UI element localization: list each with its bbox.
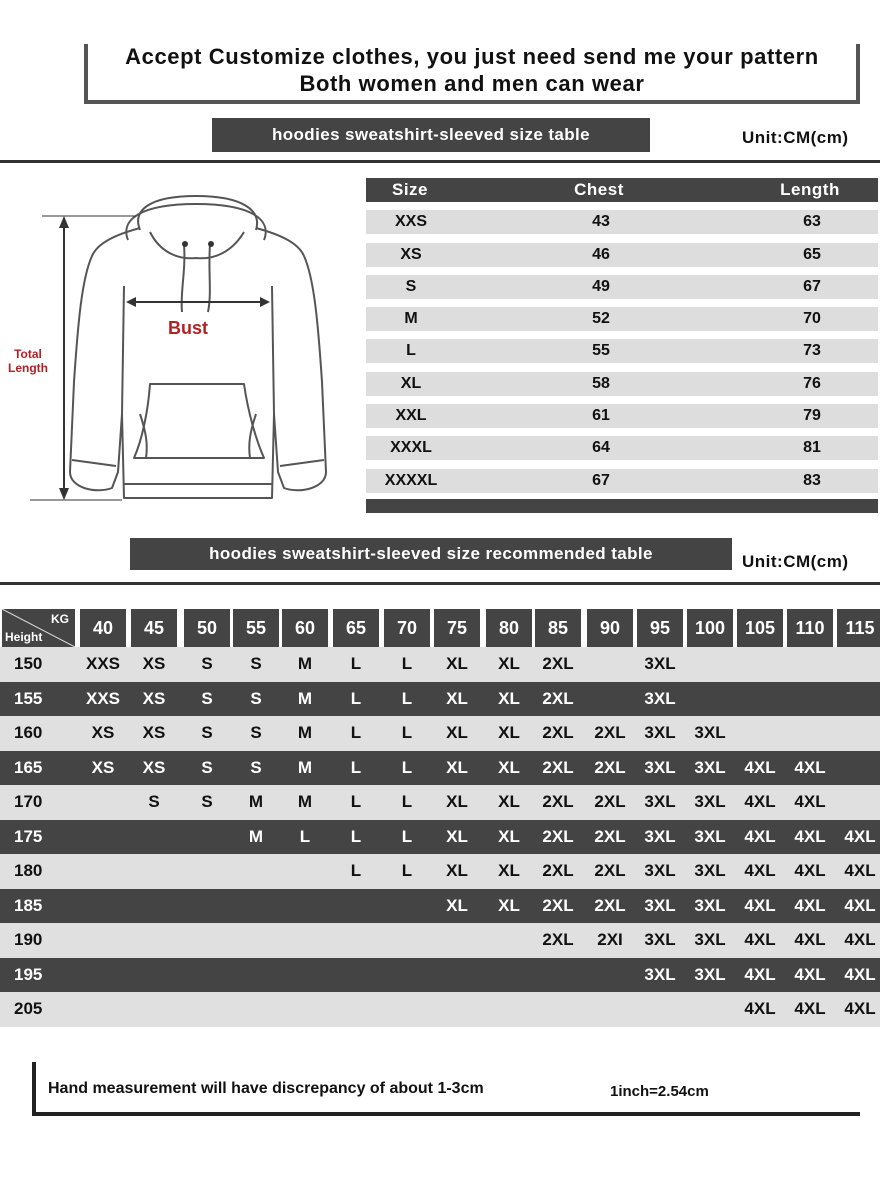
length-cell: 81 xyxy=(803,439,821,457)
recommended-size-cell: 3XL xyxy=(644,964,676,984)
recommended-size-cell: L xyxy=(401,792,413,812)
recommended-size-cell: 2XL xyxy=(542,723,574,743)
bust-label: Bust xyxy=(168,318,208,338)
chest-cell: 58 xyxy=(592,374,610,392)
recommended-size-cell: 3XL xyxy=(644,757,676,777)
recommended-size-cell xyxy=(683,992,737,1027)
recommended-size-cell xyxy=(833,785,880,820)
recommended-size-cell: 4XL xyxy=(794,757,826,777)
recommended-size-cell: 3XL xyxy=(694,895,726,915)
recommended-size-cell xyxy=(278,854,332,889)
recommended-size-cell xyxy=(127,854,181,889)
recommended-size-cell xyxy=(76,854,130,889)
recommended-size-cell: 2XL xyxy=(542,861,574,881)
recommended-size-cell: XL xyxy=(446,654,468,674)
recommended-size-cell xyxy=(229,992,283,1027)
recommended-size-cell: 4XL xyxy=(794,792,826,812)
recommended-size-cell: 2XL xyxy=(594,723,626,743)
recommended-size-cell: L xyxy=(401,723,413,743)
recommended-size-cell: XL xyxy=(498,654,520,674)
hoodie-figure xyxy=(0,182,352,512)
size-cell: XS xyxy=(400,245,422,263)
size-table-row xyxy=(366,372,878,396)
recommended-size-cell: 2XL xyxy=(542,654,574,674)
size-cell: L xyxy=(406,342,416,360)
recommended-size-cell: M xyxy=(297,757,313,777)
recommended-size-cell: S xyxy=(250,723,262,743)
weight-header-row xyxy=(0,609,880,647)
recommended-size-cell: L xyxy=(350,757,362,777)
recommended-size-cell xyxy=(583,958,637,993)
recommend-table-title: hoodies sweatshirt-sleeved size recommended table xyxy=(130,538,732,570)
discrepancy-note: Hand measurement will have discrepancy of about 1-3cm xyxy=(48,1080,484,1097)
recommended-size-cell: 4XL xyxy=(794,895,826,915)
size-table-title: hoodies sweatshirt-sleeved size table xyxy=(212,118,650,152)
height-cell: 170 xyxy=(14,792,43,812)
recommended-size-cell: S xyxy=(201,757,213,777)
recommended-size-cell xyxy=(531,992,585,1027)
recommended-size-cell: XL xyxy=(446,895,468,915)
recommended-size-cell: XL xyxy=(446,723,468,743)
size-table-footer-bar xyxy=(366,499,878,513)
recommended-size-cell xyxy=(733,716,787,751)
recommended-size-cell: 4XL xyxy=(744,861,776,881)
recommended-size-cell: S xyxy=(201,654,213,674)
height-row xyxy=(0,889,880,924)
recommended-size-cell: XL xyxy=(498,757,520,777)
recommended-size-cell: XXS xyxy=(85,654,121,674)
recommended-size-cell xyxy=(127,820,181,855)
weight-header-cell: 100 xyxy=(687,609,733,647)
height-row xyxy=(0,647,880,682)
recommended-size-cell: XL xyxy=(446,688,468,708)
header-length: Length xyxy=(780,180,840,199)
recommended-size-cell: 4XL xyxy=(794,930,826,950)
recommended-size-cell xyxy=(180,854,234,889)
header-line-2: Both women and men can wear xyxy=(299,71,645,96)
recommended-size-cell xyxy=(127,958,181,993)
recommended-size-cell: 4XL xyxy=(744,930,776,950)
recommended-size-cell xyxy=(833,682,880,717)
recommended-size-cell xyxy=(278,889,332,924)
recommended-size-cell: S xyxy=(201,723,213,743)
recommended-size-cell: 3XL xyxy=(644,723,676,743)
recommended-size-cell: 2XI xyxy=(597,930,623,950)
height-row xyxy=(0,751,880,786)
recommended-size-cell: 2XL xyxy=(542,688,574,708)
weight-header-cell: 110 xyxy=(787,609,833,647)
size-cell: XXS xyxy=(394,213,427,231)
weight-header-cell: 80 xyxy=(486,609,532,647)
recommended-size-cell: XS xyxy=(142,723,166,743)
recommended-size-cell: L xyxy=(350,688,362,708)
size-table-header xyxy=(366,178,878,202)
recommended-size-cell: S xyxy=(201,792,213,812)
chest-cell: 64 xyxy=(592,439,610,457)
kg-height-corner xyxy=(2,609,75,647)
size-table-row xyxy=(366,436,878,460)
weight-header-cell: 45 xyxy=(131,609,177,647)
recommended-size-cell: XL xyxy=(498,895,520,915)
recommended-size-cell: S xyxy=(250,757,262,777)
recommended-size-cell xyxy=(76,785,130,820)
weight-header-cell: 105 xyxy=(737,609,783,647)
recommended-size-cell xyxy=(683,647,737,682)
recommended-size-cell xyxy=(380,889,434,924)
recommended-size-cell: 3XL xyxy=(694,930,726,950)
recommended-size-cell: 2XL xyxy=(594,792,626,812)
recommended-size-cell: M xyxy=(297,688,313,708)
recommended-size-cell: 2XL xyxy=(542,826,574,846)
recommended-size-cell: L xyxy=(350,792,362,812)
recommended-size-cell xyxy=(380,923,434,958)
chest-cell: 46 xyxy=(592,245,610,263)
corner-height-label: Height xyxy=(5,630,43,644)
size-table-row xyxy=(366,275,878,299)
recommended-size-cell: S xyxy=(250,654,262,674)
chest-cell: 55 xyxy=(592,342,610,360)
recommended-size-cell: 4XL xyxy=(744,964,776,984)
recommended-size-cell: 3XL xyxy=(644,895,676,915)
recommended-size-cell xyxy=(430,958,484,993)
recommended-size-cell: 3XL xyxy=(644,654,676,674)
header-line-1: Accept Customize clothes, you just need send me your pattern xyxy=(125,44,819,69)
recommended-size-cell: 4XL xyxy=(744,895,776,915)
recommended-size-cell xyxy=(329,992,383,1027)
total-length-label-1: Total xyxy=(14,347,42,361)
recommended-size-cell xyxy=(733,682,787,717)
recommended-size-cell: L xyxy=(350,826,362,846)
size-cell: XXXL xyxy=(390,439,432,457)
recommended-size-cell: L xyxy=(350,861,362,881)
recommended-size-cell: 3XL xyxy=(644,792,676,812)
header-chest: Chest xyxy=(574,180,624,199)
recommended-size-cell: 4XL xyxy=(794,999,826,1019)
recommended-size-cell xyxy=(127,923,181,958)
recommended-size-cell: L xyxy=(350,654,362,674)
recommend-table xyxy=(0,609,880,1027)
recommended-size-cell xyxy=(430,923,484,958)
recommended-size-cell: XL xyxy=(446,826,468,846)
recommended-size-cell xyxy=(482,992,536,1027)
length-cell: 70 xyxy=(803,310,821,328)
recommended-size-cell xyxy=(833,647,880,682)
recommended-size-cell xyxy=(76,958,130,993)
size-table-row xyxy=(366,307,878,331)
recommended-size-cell: 3XL xyxy=(644,688,676,708)
recommended-size-cell: XL xyxy=(446,792,468,812)
size-table-row xyxy=(366,339,878,363)
recommended-size-cell xyxy=(76,889,130,924)
length-cell: 83 xyxy=(803,471,821,489)
recommended-size-cell xyxy=(229,958,283,993)
recommend-table-unit: Unit:CM(cm) xyxy=(742,552,849,571)
height-cell: 205 xyxy=(14,999,43,1019)
height-row xyxy=(0,992,880,1027)
size-cell: S xyxy=(405,277,417,295)
length-cell: 76 xyxy=(803,374,821,392)
recommended-size-cell xyxy=(229,854,283,889)
recommend-table-body xyxy=(0,647,880,1027)
height-row xyxy=(0,682,880,717)
recommended-size-cell: 3XL xyxy=(694,792,726,812)
recommended-size-cell: 3XL xyxy=(694,826,726,846)
recommended-size-cell: L xyxy=(401,757,413,777)
recommended-size-cell: 3XL xyxy=(644,930,676,950)
height-cell: 175 xyxy=(14,826,43,846)
recommended-size-cell: 2XL xyxy=(542,792,574,812)
recommended-size-cell xyxy=(329,889,383,924)
recommended-size-cell: 4XL xyxy=(844,826,876,846)
recommended-size-cell xyxy=(531,958,585,993)
recommended-size-cell: L xyxy=(350,723,362,743)
height-row xyxy=(0,854,880,889)
divider-middle xyxy=(0,582,880,585)
weight-header-cell: 60 xyxy=(282,609,328,647)
chest-cell: 61 xyxy=(592,407,610,425)
corner-kg-label: KG xyxy=(51,612,69,626)
recommended-size-cell: M xyxy=(297,723,313,743)
recommended-size-cell: 4XL xyxy=(844,895,876,915)
chest-cell: 49 xyxy=(592,277,610,295)
size-cell: M xyxy=(404,310,418,328)
length-cell: 65 xyxy=(803,245,821,263)
size-cell: XXXXL xyxy=(384,471,438,489)
length-cell: 73 xyxy=(803,342,821,360)
recommended-size-cell xyxy=(229,923,283,958)
recommended-size-cell xyxy=(783,716,837,751)
weight-header-cell: 65 xyxy=(333,609,379,647)
weight-header-cell: 95 xyxy=(637,609,683,647)
height-cell: 165 xyxy=(14,757,43,777)
weight-header-cell: 75 xyxy=(434,609,480,647)
recommended-size-cell xyxy=(583,647,637,682)
recommended-size-cell xyxy=(127,992,181,1027)
weight-header-cell: 90 xyxy=(587,609,633,647)
recommended-size-cell: 3XL xyxy=(644,861,676,881)
recommended-size-cell xyxy=(833,751,880,786)
header-banner xyxy=(84,44,860,104)
recommended-size-cell xyxy=(180,923,234,958)
recommended-size-cell xyxy=(583,682,637,717)
recommended-size-cell xyxy=(180,889,234,924)
recommended-size-cell xyxy=(180,958,234,993)
recommended-size-cell xyxy=(683,682,737,717)
recommended-size-cell: XL xyxy=(498,688,520,708)
recommended-size-cell: L xyxy=(401,654,413,674)
height-cell: 155 xyxy=(14,688,43,708)
recommended-size-cell: L xyxy=(401,826,413,846)
size-table-row xyxy=(366,210,878,234)
recommended-size-cell xyxy=(633,992,687,1027)
recommended-size-cell: 4XL xyxy=(844,861,876,881)
size-table-row xyxy=(366,404,878,428)
recommended-size-cell: 4XL xyxy=(794,826,826,846)
recommended-size-cell xyxy=(76,992,130,1027)
weight-header-cell: 85 xyxy=(535,609,581,647)
recommended-size-cell: 2XL xyxy=(542,895,574,915)
recommended-size-cell: 2XL xyxy=(594,861,626,881)
inch-conversion: 1inch=2.54cm xyxy=(610,1083,709,1100)
recommended-size-cell: XL xyxy=(446,861,468,881)
recommended-size-cell: 3XL xyxy=(694,757,726,777)
recommended-size-cell xyxy=(278,958,332,993)
recommended-size-cell: XS xyxy=(91,757,115,777)
height-row xyxy=(0,958,880,993)
recommended-size-cell: M xyxy=(248,826,264,846)
height-row xyxy=(0,923,880,958)
recommended-size-cell: 4XL xyxy=(844,999,876,1019)
recommended-size-cell: XL xyxy=(446,757,468,777)
recommended-size-cell: XL xyxy=(498,723,520,743)
size-table-unit: Unit:CM(cm) xyxy=(742,128,849,147)
recommended-size-cell xyxy=(380,992,434,1027)
recommended-size-cell: 3XL xyxy=(694,723,726,743)
recommended-size-cell: 2XL xyxy=(594,826,626,846)
recommended-size-cell: XS xyxy=(142,757,166,777)
height-cell: 160 xyxy=(14,723,43,743)
recommended-size-cell: M xyxy=(297,654,313,674)
recommended-size-cell: S xyxy=(148,792,160,812)
recommended-size-cell xyxy=(783,682,837,717)
recommended-size-cell: S xyxy=(250,688,262,708)
recommended-size-cell: 2XL xyxy=(594,757,626,777)
recommended-size-cell: 3XL xyxy=(644,826,676,846)
recommended-size-cell: 4XL xyxy=(744,999,776,1019)
total-length-label-2: Length xyxy=(8,361,48,375)
length-cell: 63 xyxy=(803,213,821,231)
chest-cell: 52 xyxy=(592,310,610,328)
recommended-size-cell: 4XL xyxy=(794,861,826,881)
recommended-size-cell: XL xyxy=(498,826,520,846)
size-table-row xyxy=(366,469,878,493)
recommended-size-cell xyxy=(278,992,332,1027)
height-cell: 185 xyxy=(14,895,43,915)
size-table-row xyxy=(366,243,878,267)
recommended-size-cell: 4XL xyxy=(844,930,876,950)
recommended-size-cell: XXS xyxy=(85,688,121,708)
recommended-size-cell xyxy=(180,820,234,855)
weight-header-cell: 115 xyxy=(837,609,880,647)
height-row xyxy=(0,785,880,820)
divider-top xyxy=(0,160,880,163)
recommended-size-cell xyxy=(229,889,283,924)
size-cell: XXL xyxy=(395,407,427,425)
recommended-size-cell: 4XL xyxy=(744,792,776,812)
recommended-size-cell: 3XL xyxy=(694,861,726,881)
size-table xyxy=(366,178,878,513)
recommended-size-cell xyxy=(380,958,434,993)
recommended-size-cell xyxy=(583,992,637,1027)
recommended-size-cell xyxy=(329,923,383,958)
recommended-size-cell: XS xyxy=(142,654,166,674)
height-cell: 180 xyxy=(14,861,43,881)
size-table-body xyxy=(366,210,878,492)
height-cell: 150 xyxy=(14,654,43,674)
recommended-size-cell: 4XL xyxy=(744,757,776,777)
recommended-size-cell: M xyxy=(248,792,264,812)
recommended-size-cell: 2XL xyxy=(542,930,574,950)
recommended-size-cell xyxy=(76,820,130,855)
height-row xyxy=(0,716,880,751)
recommended-size-cell: 2XL xyxy=(594,895,626,915)
recommended-size-cell: 3XL xyxy=(694,964,726,984)
height-row xyxy=(0,820,880,855)
weight-header-cell: 50 xyxy=(184,609,230,647)
recommended-size-cell: 2XL xyxy=(542,757,574,777)
weight-header-cell: 55 xyxy=(233,609,279,647)
total-length-label xyxy=(6,347,50,375)
recommended-size-cell xyxy=(180,992,234,1027)
recommended-size-cell: M xyxy=(297,792,313,812)
recommended-size-cell: 4XL xyxy=(744,826,776,846)
recommended-size-cell xyxy=(783,647,837,682)
recommended-size-cell xyxy=(733,647,787,682)
length-cell: 67 xyxy=(803,277,821,295)
height-cell: 190 xyxy=(14,930,43,950)
recommended-size-cell xyxy=(482,923,536,958)
recommended-size-cell: L xyxy=(401,688,413,708)
recommended-size-cell xyxy=(127,889,181,924)
recommended-size-cell xyxy=(76,923,130,958)
recommended-size-cell xyxy=(482,958,536,993)
recommended-size-cell: 4XL xyxy=(844,964,876,984)
header-size: Size xyxy=(391,180,429,199)
weight-header-cell: 40 xyxy=(80,609,126,647)
recommended-size-cell: XL xyxy=(498,792,520,812)
recommended-size-cell: L xyxy=(401,861,413,881)
chest-cell: 67 xyxy=(592,471,610,489)
recommended-size-cell xyxy=(833,716,880,751)
length-cell: 79 xyxy=(803,407,821,425)
chest-cell: 43 xyxy=(592,213,610,231)
recommended-size-cell: S xyxy=(201,688,213,708)
recommended-size-cell xyxy=(329,958,383,993)
recommended-size-cell: XL xyxy=(498,861,520,881)
recommended-size-cell: XS xyxy=(91,723,115,743)
recommended-size-cell: 4XL xyxy=(794,964,826,984)
recommended-size-cell: L xyxy=(299,826,311,846)
recommended-size-cell xyxy=(430,992,484,1027)
recommended-size-cell: XS xyxy=(142,688,166,708)
measurement-note xyxy=(32,1062,860,1116)
height-cell: 195 xyxy=(14,964,43,984)
size-cell: XL xyxy=(400,374,422,392)
weight-header-cell: 70 xyxy=(384,609,430,647)
recommended-size-cell xyxy=(278,923,332,958)
